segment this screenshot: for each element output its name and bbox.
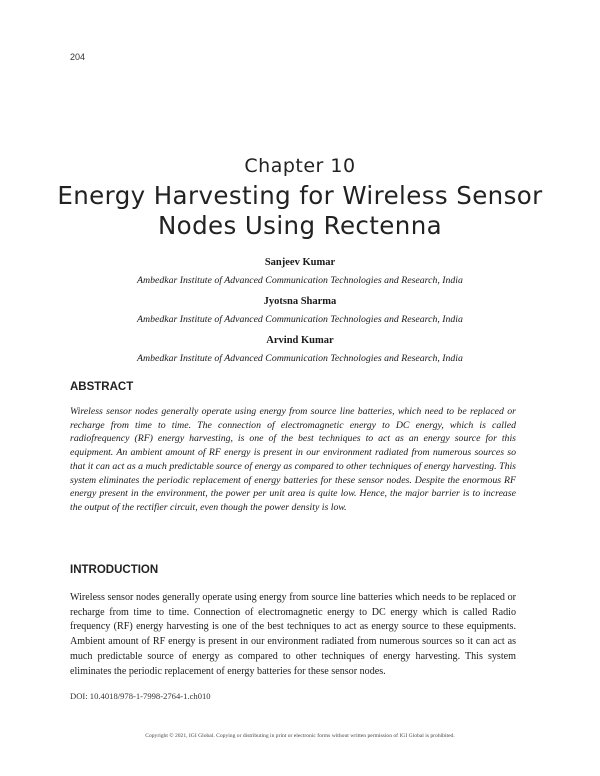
author-block bbox=[40, 256, 560, 288]
author-list bbox=[40, 256, 560, 373]
author-affiliation: Ambedkar Institute of Advanced Communication Technologies and Research, India bbox=[137, 314, 463, 325]
author-name: Jyotsna Sharma bbox=[263, 296, 337, 307]
chapter-label: Chapter 10 bbox=[244, 155, 356, 177]
author-name: Arvind Kumar bbox=[266, 335, 334, 346]
introduction-text: Wireless sensor nodes generally operate using energy from source line batteries which needs to be replaced or recharge from time to time. Connection of electromagnetic energy to DC energy which is called Radio frequency (RF) energy harvesting is one of the best techniques to act as energy source to these equipments. Ambient amount of RF energy is present in our environment radiated from numerous sources so it can act as much predictable source of energy as compared to other techniques of energy harvesting. This system eliminates the periodic replacement of energy batteries for these sensor nodes. bbox=[70, 592, 516, 677]
abstract-heading: ABSTRACT bbox=[70, 381, 134, 393]
copyright-notice: Copyright © 2021, IGI Global. Copying or distributing in print or electronic forms without written permission of IGI Global is prohibited. bbox=[145, 733, 455, 739]
author-name: Sanjeev Kumar bbox=[264, 257, 336, 268]
author-affiliation: Ambedkar Institute of Advanced Communication Technologies and Research, India bbox=[137, 353, 463, 364]
author-affiliation: Ambedkar Institute of Advanced Communication Technologies and Research, India bbox=[137, 275, 463, 286]
author-block bbox=[40, 295, 560, 327]
author-block bbox=[40, 334, 560, 366]
doi: DOI: 10.4018/978-1-7998-2764-1.ch010 bbox=[70, 691, 211, 701]
chapter-title: Energy Harvesting for Wireless Sensor Nodes Using Rectenna bbox=[57, 181, 543, 240]
introduction-heading: INTRODUCTION bbox=[70, 564, 159, 576]
page-number: 204 bbox=[70, 52, 86, 62]
abstract-text: Wireless sensor nodes generally operate using energy from source line batteries, which need to be replaced or recharge from time to time. The connection of electromagnetic energy to DC energy, which is called radiofrequency (RF) energy harvesting, is one of the best techniques to act as an energy source for this equipment. An ambient amount of RF energy is present in our environment radiated from numerous sources so that it can act as a much predictable source of energy as compared to other techniques of energy harvesting. This system eliminates the periodic replacement of energy batteries for these sensor nodes. Despite the enormous RF energy present in the environment, the power per unit area is quite low. Hence, the major barrier is to increase the output of the rectifier circuit, even though the power density is low. bbox=[70, 406, 516, 513]
